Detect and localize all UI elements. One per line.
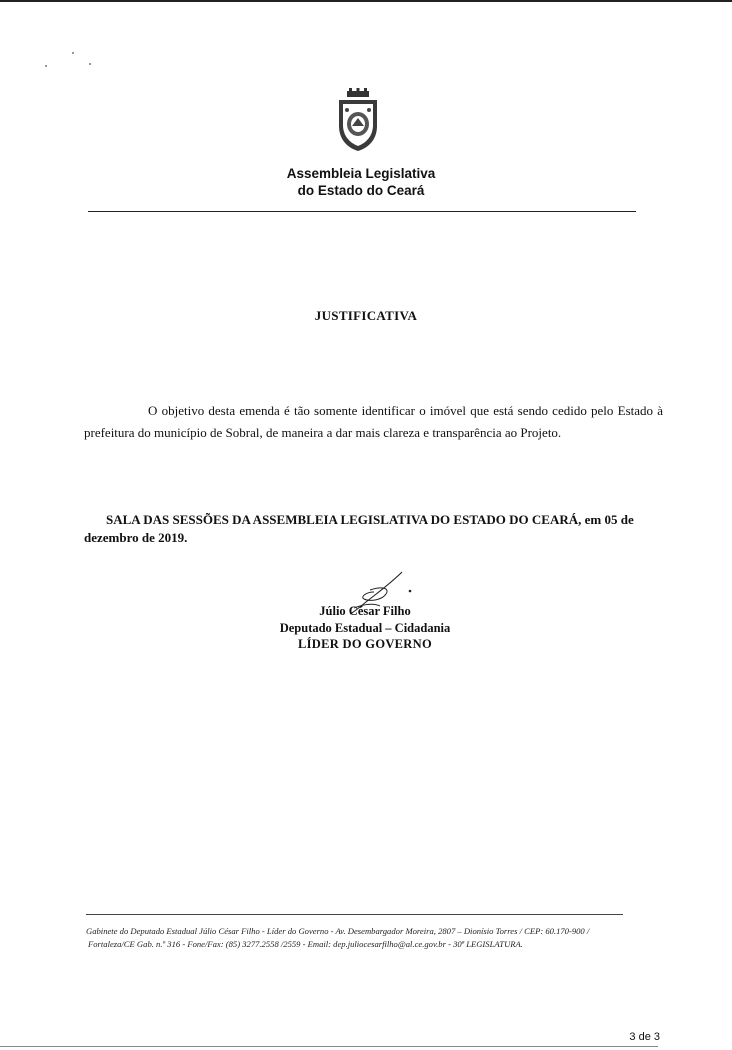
footer-line2: Fortaleza/CE Gab. n.º 316 - Fone/Fax: (85) 3277.2558 /2559 - Email: dep.juliocesarfilho@al.ce.gov.br - 30ª LEGISLATURA. xyxy=(88,939,523,949)
footer-contact xyxy=(86,925,631,951)
scan-speck xyxy=(45,65,47,67)
page-number: 3 de 3 xyxy=(629,1031,660,1043)
top-border xyxy=(0,0,732,2)
header-divider xyxy=(88,211,636,212)
coat-of-arms-icon xyxy=(333,88,383,152)
org-name-line2: do Estado do Ceará xyxy=(297,183,425,198)
signer-role: Deputado Estadual – Cidadania xyxy=(279,621,451,635)
page-bottom-rule xyxy=(0,1046,658,1047)
signer-title: LÍDER DO GOVERNO xyxy=(298,637,432,651)
signer-name: Júlio César Filho xyxy=(319,604,411,618)
footer-line1: Gabinete do Deputado Estadual Júlio César Filho - Líder do Governo - Av. Desembargador Moreira, 2807 – Dionísio Torres / CEP: 60.170-900 / xyxy=(86,926,590,936)
scan-speck xyxy=(89,63,91,65)
document-body: O objetivo desta emenda é tão somente identificar o imóvel que está sendo cedido pelo Estado à prefeitura do município de Sobral, de maneira a dar mais clareza e transparência ao Projeto. xyxy=(84,403,663,440)
footer-divider xyxy=(86,914,623,915)
scan-speck xyxy=(72,52,74,54)
document-heading: JUSTIFICATIVA xyxy=(314,308,418,323)
org-name-line1: Assembleia Legislativa xyxy=(286,166,436,181)
closing-statement: SALA DAS SESSÕES DA ASSEMBLEIA LEGISLATIVA DO ESTADO DO CEARÁ, em 05 de dezembro de 2019. xyxy=(84,512,634,545)
